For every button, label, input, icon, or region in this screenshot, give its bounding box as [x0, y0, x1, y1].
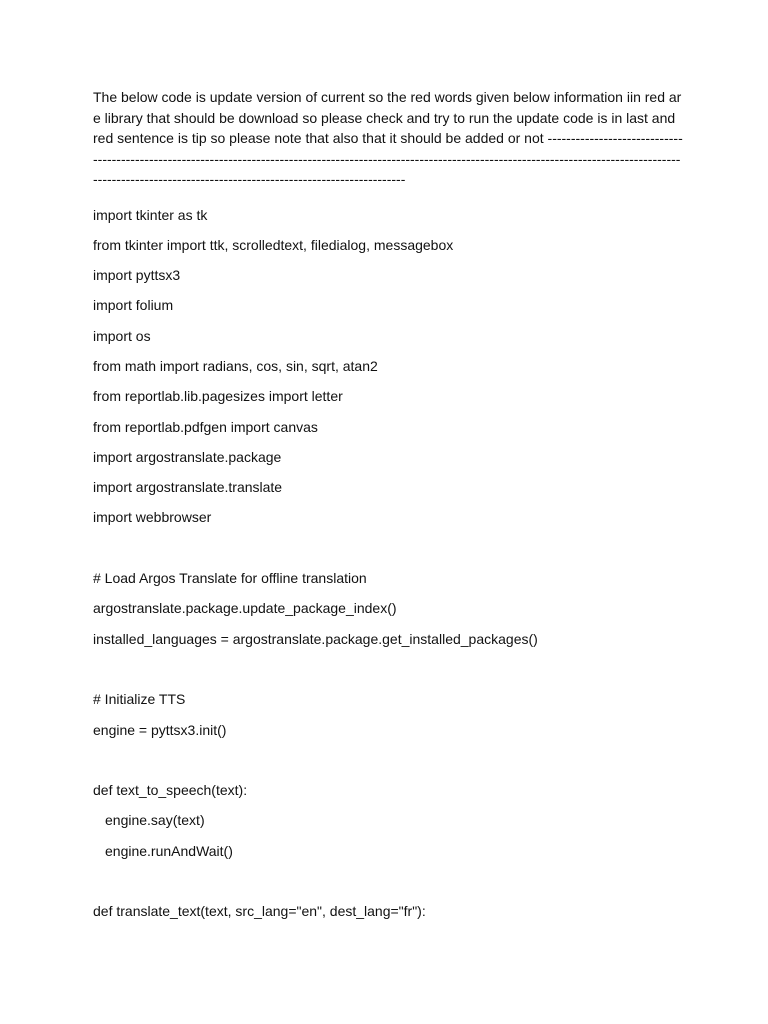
intro-paragraph: The below code is update version of current so the red words given below information iin red are library that should be download so please check and try to run the update code is in last and red sentence is tip so please note that also that it should be added or not ------------------------------------------------------------------------------------------------------------------------------------------------------------------------------------------------------------------------------: [93, 89, 683, 187]
code-line: # Initialize TTS: [93, 691, 186, 708]
code-line: import argostranslate.translate: [93, 479, 283, 496]
code-line: engine = pyttsx3.init(): [93, 721, 227, 738]
blank-line: [93, 866, 683, 896]
document-page: [93, 87, 683, 927]
code-line: import argostranslate.package: [93, 448, 282, 465]
code-line: installed_languages = argostranslate.package.get_installed_packages(): [93, 630, 538, 647]
code-line: import tkinter as tk: [93, 206, 208, 223]
code-line: import folium: [93, 297, 174, 314]
code-line: # Load Argos Translate for offline translation: [93, 570, 367, 587]
blank-line: [93, 533, 683, 563]
code-block: [93, 200, 683, 927]
code-line: import webbrowser: [93, 509, 212, 526]
code-line: engine.say(text): [105, 812, 205, 829]
code-line: argostranslate.package.update_package_index(): [93, 600, 397, 617]
code-line: import os: [93, 327, 151, 344]
blank-line: [93, 745, 683, 775]
code-line: from reportlab.pdfgen import canvas: [93, 418, 318, 435]
code-line: from math import radians, cos, sin, sqrt, atan2: [93, 357, 378, 374]
code-line: engine.runAndWait(): [105, 842, 233, 859]
code-line: from tkinter import ttk, scrolledtext, filedialog, messagebox: [93, 236, 454, 253]
code-line: def translate_text(text, src_lang="en", dest_lang="fr"):: [93, 903, 426, 920]
code-line: import pyttsx3: [93, 267, 181, 284]
code-line: from reportlab.lib.pagesizes import letter: [93, 388, 343, 405]
code-line: def text_to_speech(text):: [93, 782, 248, 799]
blank-line: [93, 654, 683, 684]
